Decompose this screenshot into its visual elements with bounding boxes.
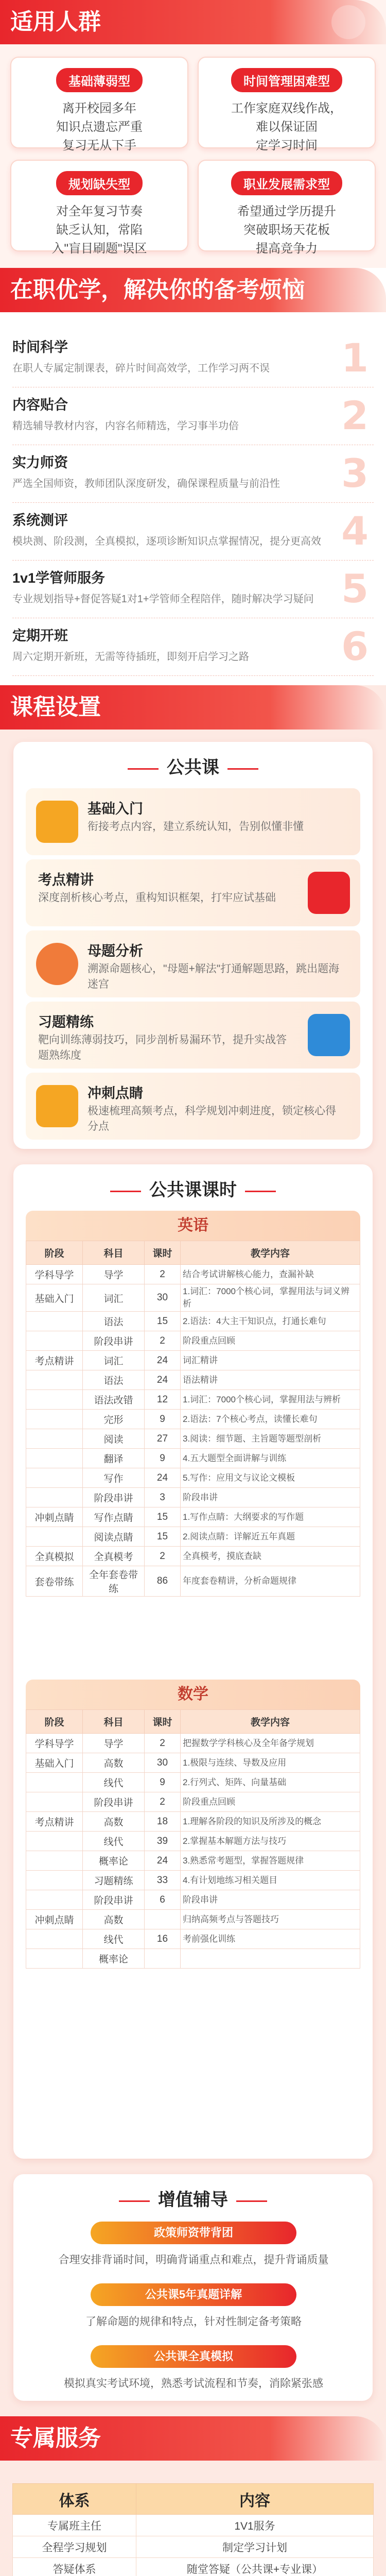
- advantage-item: [12, 445, 374, 503]
- module-title: 基础入门: [87, 801, 143, 817]
- table-cell: 学科导学: [26, 1265, 83, 1284]
- table-cell: 阶段串讲: [181, 1488, 360, 1507]
- table-cell: [26, 1527, 83, 1547]
- table-cell: [26, 1890, 83, 1910]
- audience-card-title: 职业发展需求型: [231, 171, 342, 195]
- table-cell: 4.五大题型全面讲解与训练: [181, 1449, 360, 1468]
- table-cell: 1.词汇：7000个核心词，掌握用法与词义辨析: [181, 1284, 360, 1312]
- table-cell: 结合考试讲解核心能力，查漏补缺: [181, 1265, 360, 1284]
- table-cell: 2.语法：4大主干知识点，打通长难句: [181, 1312, 360, 1331]
- col-header: 科目: [83, 1710, 145, 1734]
- table-cell: 把握数学学科核心及全年备学规划: [181, 1734, 360, 1753]
- col-header: 教学内容: [181, 1710, 360, 1734]
- advantage-title: 定期开班: [12, 628, 68, 643]
- table-cell: 学科导学: [26, 1734, 83, 1753]
- module-title: 母题分析: [87, 943, 143, 959]
- table-cell: 考前强化训练: [181, 1929, 360, 1949]
- table-cell: 基础入门: [26, 1284, 83, 1312]
- table-row: [26, 1566, 360, 1597]
- module-desc: 衔接考点内容，建立系统认知，告别似懂非懂: [87, 821, 304, 833]
- table-row: [26, 1265, 360, 1284]
- module-card: [26, 859, 360, 926]
- col-header: 体系: [13, 2484, 136, 2515]
- table-cell: 全真模考: [83, 1547, 145, 1566]
- table-cell: 5.写作：应用文与议论文模板: [181, 1468, 360, 1488]
- table-cell: 阶段重点回顾: [181, 1792, 360, 1812]
- advantage-number: 6: [341, 623, 369, 669]
- table-row: [26, 1832, 360, 1851]
- table-cell: 12: [145, 1390, 181, 1410]
- table-cell: 年度套卷精讲，分析命题规律: [181, 1566, 360, 1597]
- table-row: [13, 2515, 374, 2536]
- service-desc: 了解命题的规律和特点，针对性制定备考策略: [85, 2316, 302, 2328]
- services-section: [0, 2416, 386, 2576]
- services-table: [12, 2483, 374, 2576]
- advantage-item: [12, 387, 374, 445]
- table-cell: 语法: [83, 1312, 145, 1331]
- subject-header-english: 英语: [26, 1211, 360, 1241]
- table-cell: 考点精讲: [26, 1351, 83, 1370]
- english-hours-table: [26, 1241, 360, 1597]
- student-icon: [36, 1085, 78, 1127]
- audience-grid: [10, 57, 376, 256]
- table-cell: [26, 1429, 83, 1449]
- table-row: [26, 1468, 360, 1488]
- advantage-item: [12, 618, 374, 676]
- table-cell: 3: [145, 1488, 181, 1507]
- module-title: 考点精讲: [38, 872, 94, 888]
- table-row: [26, 1449, 360, 1468]
- table-row: [26, 1331, 360, 1351]
- table-cell: 39: [145, 1832, 181, 1851]
- table-cell: 线代: [83, 1832, 145, 1851]
- table-cell: 15: [145, 1507, 181, 1527]
- table-cell: [145, 1910, 181, 1929]
- table-cell: 2.语法：7个核心考点，读懂长难句: [181, 1410, 360, 1429]
- section-header: [0, 268, 386, 312]
- advantage-number: 5: [341, 566, 369, 612]
- table-row: [26, 1910, 360, 1929]
- advantage-desc: 专业规划指导+督促答疑1对1+学管师全程陪伴，随时解决学习疑问: [12, 594, 314, 605]
- table-row: [26, 1753, 360, 1773]
- table-cell: 1V1服务: [136, 2515, 374, 2536]
- table-cell: 词汇精讲: [181, 1351, 360, 1370]
- table-cell: 导学: [83, 1734, 145, 1753]
- table-row: [26, 1312, 360, 1331]
- audience-card-line: 难以保证固: [256, 120, 318, 134]
- table-row: [26, 1507, 360, 1527]
- table-cell: 86: [145, 1566, 181, 1597]
- table-cell: [26, 1851, 83, 1871]
- audience-card-title: 规划缺失型: [56, 171, 143, 195]
- advantage-item: [12, 330, 374, 387]
- value-added-panel: [13, 2174, 373, 2401]
- table-cell: 1.极限与连续、导数及应用: [181, 1753, 360, 1773]
- table-cell: 1.词汇：7000个核心词，掌握用法与辨析: [181, 1390, 360, 1410]
- table-cell: 概率论: [83, 1851, 145, 1871]
- audience-card-line: 提高竞争力: [256, 242, 318, 256]
- audience-card-line: 工作家庭双线作战，: [231, 101, 342, 115]
- audience-card-title: 基础薄弱型: [56, 68, 143, 92]
- advantage-desc: 在职人专属定制课表，碎片时间高效学，工作学习两不误: [12, 363, 270, 374]
- table-row: [26, 1429, 360, 1449]
- table-cell: 词汇: [83, 1351, 145, 1370]
- table-cell: 27: [145, 1429, 181, 1449]
- module-title: 习题精练: [38, 1014, 94, 1030]
- section-title: 适用人群: [10, 9, 101, 35]
- table-cell: 30: [145, 1753, 181, 1773]
- table-cell: [26, 1832, 83, 1851]
- table-cell: 随堂答疑（公共课+专业课）: [136, 2558, 374, 2576]
- table-cell: 16: [145, 1929, 181, 1949]
- table-cell: 高数: [83, 1812, 145, 1832]
- table-cell: [26, 1929, 83, 1949]
- table-cell: 语法精讲: [181, 1370, 360, 1390]
- table-row: [26, 1773, 360, 1792]
- table-cell: 答疑体系: [13, 2558, 136, 2576]
- subject-header-math: 数学: [26, 1680, 360, 1709]
- table-cell: [26, 1370, 83, 1390]
- table-cell: [181, 1949, 360, 1969]
- table-cell: 2: [145, 1547, 181, 1566]
- service-desc: 模拟真实考试环境，熟悉考试流程和节奏，消除紧张感: [64, 2378, 323, 2389]
- table-row: [26, 1734, 360, 1753]
- col-header: 教学内容: [181, 1241, 360, 1265]
- table-cell: 2: [145, 1331, 181, 1351]
- advantage-item: [12, 503, 374, 561]
- table-cell: 18: [145, 1812, 181, 1832]
- table-cell: 24: [145, 1351, 181, 1370]
- table-cell: 阶段重点回顾: [181, 1331, 360, 1351]
- table-cell: 2: [145, 1265, 181, 1284]
- module-desc: 溯源命题核心，"母题+解法"打通解题思路，跳出题海迷宫: [87, 963, 340, 990]
- table-cell: 3.阅读：细节题、主旨题等题型剖析: [181, 1429, 360, 1449]
- table-cell: 完形: [83, 1410, 145, 1429]
- table-cell: 1.理解各阶段的知识及所涉及的概念: [181, 1812, 360, 1832]
- table-row: [26, 1792, 360, 1812]
- table-cell: [26, 1312, 83, 1331]
- audience-section: [0, 0, 386, 268]
- audience-card-line: 突破职场天花板: [243, 223, 330, 237]
- table-cell: 24: [145, 1851, 181, 1871]
- table-cell: 导学: [83, 1265, 145, 1284]
- module-desc: 靶向训练薄弱技巧，同步剖析易漏环节，提升实战答题熟练度: [38, 1034, 287, 1061]
- module-desc: 深度剖析核心考点，重构知识框架，打牢应试基础: [38, 892, 276, 904]
- panel-title: 公共课课时: [13, 1164, 373, 1201]
- table-row: [13, 2558, 374, 2576]
- table-cell: [26, 1949, 83, 1969]
- notebook-icon: [308, 872, 350, 914]
- advantage-item: [12, 561, 374, 618]
- advantages-list: [12, 330, 374, 676]
- service-badge: 公共课5年真题详解: [91, 2283, 296, 2306]
- audience-card-line: 希望通过学历提升: [237, 205, 336, 218]
- table-cell: 冲刺点睛: [26, 1910, 83, 1929]
- table-row: [26, 1871, 360, 1890]
- col-header: 阶段: [26, 1241, 83, 1265]
- audience-card-line: 离开校园多年: [62, 101, 136, 115]
- table-cell: 阶段串讲: [181, 1890, 360, 1910]
- section-header: [0, 2416, 386, 2461]
- advantage-title: 1v1学管师服务: [12, 570, 106, 586]
- module-card: [26, 788, 360, 855]
- table-row: [13, 2536, 374, 2558]
- advantage-number: 1: [341, 335, 369, 381]
- table-cell: 33: [145, 1871, 181, 1890]
- advantage-title: 时间科学: [12, 340, 68, 355]
- module-desc: 极速梳理高频考点，科学规划冲刺进度，锁定核心得分点: [87, 1105, 336, 1132]
- module-title: 冲刺点睛: [87, 1086, 143, 1101]
- table-cell: [26, 1871, 83, 1890]
- table-cell: 2.阅读点睛：详解近五年真题: [181, 1527, 360, 1547]
- section-title: 在职优学，解决你的备考烦恼: [10, 277, 305, 302]
- audience-card-line: 对全年复习节奏: [56, 205, 143, 218]
- table-cell: 全程学习规划: [13, 2536, 136, 2558]
- table-cell: 9: [145, 1449, 181, 1468]
- table-cell: [26, 1449, 83, 1468]
- table-cell: 15: [145, 1312, 181, 1331]
- panel-title: 增值辅导: [13, 2174, 373, 2211]
- table-cell: 词汇: [83, 1284, 145, 1312]
- col-header: 课时: [145, 1241, 181, 1265]
- service-desc: 合理安排背诵时间，明确背诵重点和难点，提升背诵质量: [58, 2254, 329, 2266]
- advantage-desc: 严选全国师资，教师团队深度研发，确保课程质量与前沿性: [12, 478, 280, 489]
- table-cell: 2: [145, 1792, 181, 1812]
- table-cell: [26, 1468, 83, 1488]
- audience-card: [198, 57, 376, 152]
- table-cell: 制定学习计划: [136, 2536, 374, 2558]
- advantage-number: 4: [341, 508, 369, 554]
- table-cell: [26, 1792, 83, 1812]
- audience-card: [10, 57, 188, 152]
- section-header: [0, 685, 386, 730]
- table-cell: 2.掌握基本解题方法与技巧: [181, 1832, 360, 1851]
- table-cell: 线代: [83, 1773, 145, 1792]
- table-cell: 考点精讲: [26, 1812, 83, 1832]
- table-row: [26, 1851, 360, 1871]
- table-cell: 语法改错: [83, 1390, 145, 1410]
- audience-card-line: 缺乏认知，常陷: [56, 223, 143, 237]
- table-row: [26, 1488, 360, 1507]
- advantage-title: 实力师资: [12, 455, 68, 470]
- section-header: [0, 0, 386, 44]
- table-cell: 3.熟悉常考题型，掌握答题规律: [181, 1851, 360, 1871]
- table-cell: 高数: [83, 1753, 145, 1773]
- audience-card-line: 入"盲目刷题"误区: [51, 242, 147, 256]
- section-title: 课程设置: [10, 694, 101, 720]
- advantage-desc: 周六定期开新班，无需等待插班，即刻开启学习之路: [12, 651, 249, 663]
- advantage-title: 系统测评: [12, 513, 68, 528]
- table-cell: 2.行列式、矩阵、向量基础: [181, 1773, 360, 1792]
- table-cell: 归纳高频考点与答题技巧: [181, 1910, 360, 1929]
- table-cell: 基础入门: [26, 1753, 83, 1773]
- table-cell: 冲刺点睛: [26, 1507, 83, 1527]
- table-row: [26, 1370, 360, 1390]
- table-cell: [26, 1390, 83, 1410]
- table-cell: 写作: [83, 1468, 145, 1488]
- audience-card-line: 定学习时间: [256, 139, 318, 152]
- col-header: 科目: [83, 1241, 145, 1265]
- audience-card-line: 知识点遗忘严重: [56, 120, 143, 134]
- math-hours-table: [26, 1709, 360, 1969]
- table-row: [26, 1929, 360, 1949]
- col-header: 内容: [136, 2484, 374, 2515]
- table-cell: 1.写作点睛：大纲要求的写作题: [181, 1507, 360, 1527]
- course-hours-panel: [13, 1164, 373, 2159]
- table-cell: 线代: [83, 1929, 145, 1949]
- table-cell: 阶段串讲: [83, 1331, 145, 1351]
- module-card: [26, 1073, 360, 1140]
- module-card: [26, 1002, 360, 1069]
- col-header: 阶段: [26, 1710, 83, 1734]
- table-cell: 阅读: [83, 1429, 145, 1449]
- table-cell: 语法: [83, 1370, 145, 1390]
- table-cell: [26, 1331, 83, 1351]
- table-cell: 全真模拟: [26, 1547, 83, 1566]
- advantage-number: 3: [341, 450, 369, 496]
- table-cell: [26, 1410, 83, 1429]
- table-cell: 高数: [83, 1910, 145, 1929]
- table-cell: 15: [145, 1527, 181, 1547]
- table-cell: 阶段串讲: [83, 1488, 145, 1507]
- table-cell: 9: [145, 1410, 181, 1429]
- col-header: 课时: [145, 1710, 181, 1734]
- advantage-desc: 精选辅导教材内容，内容名师精选，学习事半功倍: [12, 420, 239, 432]
- table-cell: 概率论: [83, 1949, 145, 1969]
- table-row: [26, 1890, 360, 1910]
- public-course-panel: [13, 742, 373, 1149]
- table-cell: 30: [145, 1284, 181, 1312]
- section-title: 专属服务: [10, 2426, 101, 2451]
- table-row: [26, 1547, 360, 1566]
- audience-card-title: 时间管理困难型: [231, 68, 342, 92]
- table-cell: 习题精练: [83, 1871, 145, 1890]
- audience-card: [10, 160, 188, 256]
- service-badge: 公共课全真模拟: [91, 2345, 296, 2368]
- table-row: [26, 1410, 360, 1429]
- table-cell: 6: [145, 1890, 181, 1910]
- panel-title: 公共课: [13, 742, 373, 778]
- table-row: [26, 1284, 360, 1312]
- table-cell: 全年套卷带练: [83, 1566, 145, 1597]
- table-cell: 阶段串讲: [83, 1890, 145, 1910]
- service-badge: 政策师资带背团: [91, 2222, 296, 2244]
- table-cell: [26, 1488, 83, 1507]
- table-cell: [145, 1949, 181, 1969]
- advantage-desc: 模块测、阶段测，全真模拟，逐项诊断知识点掌握情况，提分更高效: [12, 536, 321, 547]
- table-cell: 写作点睛: [83, 1507, 145, 1527]
- table-row: [26, 1351, 360, 1370]
- table-cell: 4.有计划地练习相关题目: [181, 1871, 360, 1890]
- table-cell: 翻译: [83, 1449, 145, 1468]
- audience-card: [198, 160, 376, 256]
- medal-icon: [36, 943, 78, 985]
- table-row: [26, 1812, 360, 1832]
- advantage-number: 2: [341, 393, 369, 438]
- audience-card-line: 复习无从下手: [62, 139, 136, 152]
- table-row: [26, 1527, 360, 1547]
- table-cell: 全真模考，摸底查缺: [181, 1547, 360, 1566]
- decor-circle-icon: [331, 5, 365, 39]
- table-cell: 9: [145, 1773, 181, 1792]
- table-row: [26, 1949, 360, 1969]
- curriculum-section: [0, 685, 386, 2416]
- table-cell: 阅读点睛: [83, 1527, 145, 1547]
- book-icon: [308, 1014, 350, 1056]
- table-row: [26, 1390, 360, 1410]
- module-card: [26, 930, 360, 997]
- table-cell: 24: [145, 1468, 181, 1488]
- advantages-section: [0, 268, 386, 685]
- table-cell: 套卷带练: [26, 1566, 83, 1597]
- table-cell: 专属班主任: [13, 2515, 136, 2536]
- table-cell: [26, 1773, 83, 1792]
- pencil-ruler-icon: [36, 801, 78, 843]
- table-cell: 阶段串讲: [83, 1792, 145, 1812]
- advantage-title: 内容贴合: [12, 397, 68, 413]
- table-cell: 2: [145, 1734, 181, 1753]
- table-cell: 24: [145, 1370, 181, 1390]
